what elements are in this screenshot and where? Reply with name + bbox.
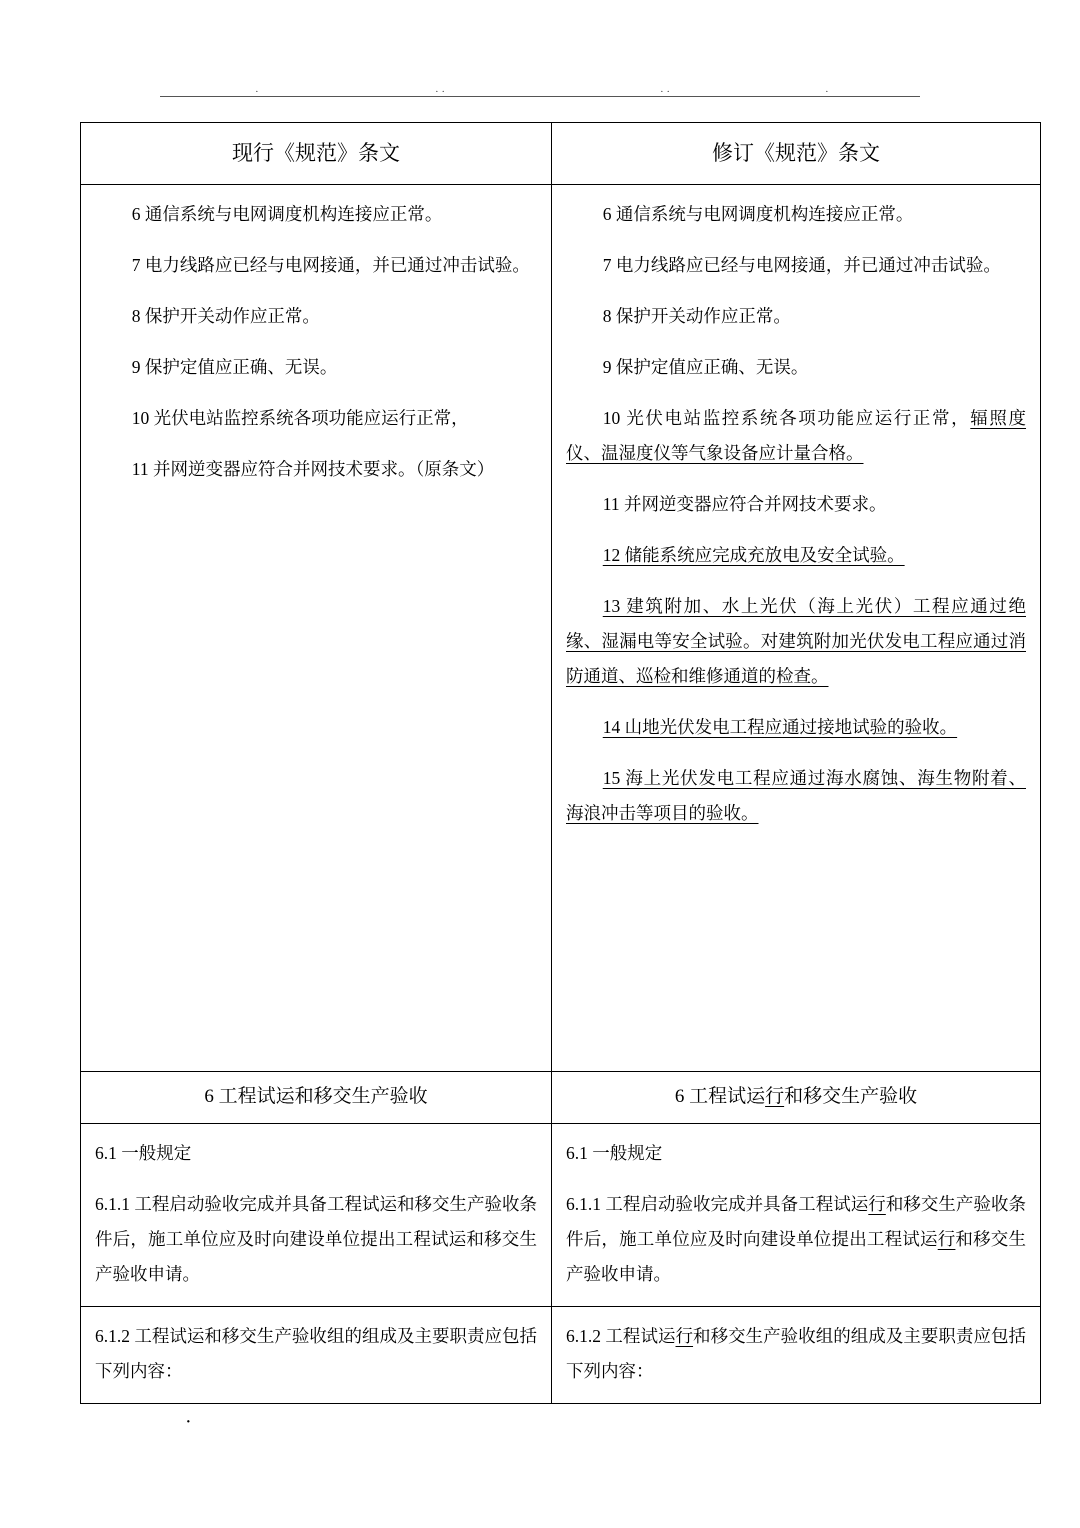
clause-7-current: 7 电力线路应已经与电网接通，并已通过冲击试验。 [131,255,530,276]
section-title-revised [552,1072,1041,1124]
cell-current-rule-612 [81,1306,552,1403]
section-title-row [81,1072,1041,1124]
table-row [81,1306,1041,1403]
cell-revised-rule-612 [552,1306,1041,1403]
cell-revised-clauses [552,185,1041,1072]
rule-611-revised-added2: 行 [937,1228,956,1249]
subsection-title-current: 6.1 一般规定 [95,1142,192,1163]
rule-611-revised-part3: 和移交生产验收申请。 [566,1228,1027,1284]
clause-9-revised: 9 保护定值应正确、无误。 [602,357,809,378]
rule-612-revised-part2: 和移交生产验收组的组成及主要职责应包括下列内容： [566,1325,1027,1381]
header-dot-4: · [825,86,829,98]
cell-revised-rule-611 [552,1123,1041,1306]
rule-612-revised-added: 行 [675,1325,694,1346]
clause-6-current: 6 通信系统与电网调度机构连接应正常。 [131,204,443,225]
clause-10-revised-added: 辐照度仪、温湿度仪等气象设备应计量合格。 [566,408,1027,464]
rule-611-revised-added1: 行 [868,1193,886,1214]
header-dot-3: · · [660,86,671,98]
clause-11-current: 11 并网逆变器应符合并网技术要求。（原条文） [131,459,495,480]
clause-13-revised: 13 建筑附加、水上光伏（海上光伏）工程应通过绝缘、湿漏电等安全试验。对建筑附加光伏发电工程应通过消防通道、巡检和维修通道的检查。 [566,596,1026,687]
section-title-revised-before: 6 工程试运 [674,1086,766,1108]
table-row [81,1123,1041,1306]
clause-12-revised: 12 储能系统应完成充放电及安全试验。 [602,545,905,566]
rule-611-revised-part2: 和移交生产验收条件后，施工单位应及时向建设单位提出工程试运 [566,1193,1027,1249]
clause-10-revised-plain: 10 光伏电站监控系统各项功能应运行正常， [602,408,971,429]
footer-dot-mark: · [185,1411,192,1433]
clause-8-revised: 8 保护开关动作应正常。 [602,306,791,327]
cell-current-rule-611 [81,1123,552,1306]
header-divider [160,96,920,97]
rule-611-current: 6.1.1 工程启动验收完成并具备工程试运和移交生产验收条件后，施工单位应及时向建设单位提出工程试运和移交生产验收申请。 [95,1193,537,1284]
rule-612-current: 6.1.2 工程试运和移交生产验收组的组成及主要职责应包括下列内容： [95,1325,537,1381]
section-title-revised-after: 和移交生产验收 [784,1086,918,1108]
header-dot-2: · · [435,86,446,98]
rule-612-revised [566,1319,1026,1389]
cell-current-clauses [81,185,552,1072]
comparison-table [80,122,1041,1404]
clause-11-revised: 11 并网逆变器应符合并网技术要求。 [602,494,887,515]
table-header-row [81,123,1041,185]
rule-612-revised-part1: 6.1.2 工程试运 [566,1325,676,1346]
subsection-title-revised: 6.1 一般规定 [566,1142,663,1163]
header-cell-revised: 修订《规范》条文 [552,123,1041,185]
header-cell-current: 现行《规范》条文 [81,123,552,185]
clause-14-revised: 14 山地光伏发电工程应通过接地试验的验收。 [602,717,958,738]
clause-15-revised: 15 海上光伏发电工程应通过海水腐蚀、海生物附着、海浪冲击等项目的验收。 [566,768,1026,824]
section-title-revised-added: 行 [765,1086,785,1108]
rule-611-revised [566,1187,1026,1292]
clause-10-current: 10 光伏电站监控系统各项功能应运行正常， [131,408,469,429]
clause-7-revised: 7 电力线路应已经与电网接通，并已通过冲击试验。 [602,255,1001,276]
header-dot-1: · [255,86,259,98]
clause-8-current: 8 保护开关动作应正常。 [131,306,320,327]
clause-6-revised: 6 通信系统与电网调度机构连接应正常。 [602,204,914,225]
table-row [81,185,1041,1072]
clause-9-current: 9 保护定值应正确、无误。 [131,357,338,378]
clause-10-revised [566,401,1026,471]
rule-611-revised-part1: 6.1.1 工程启动验收完成并具备工程试运 [566,1193,869,1214]
section-title-current: 6 工程试运和移交生产验收 [81,1072,552,1124]
